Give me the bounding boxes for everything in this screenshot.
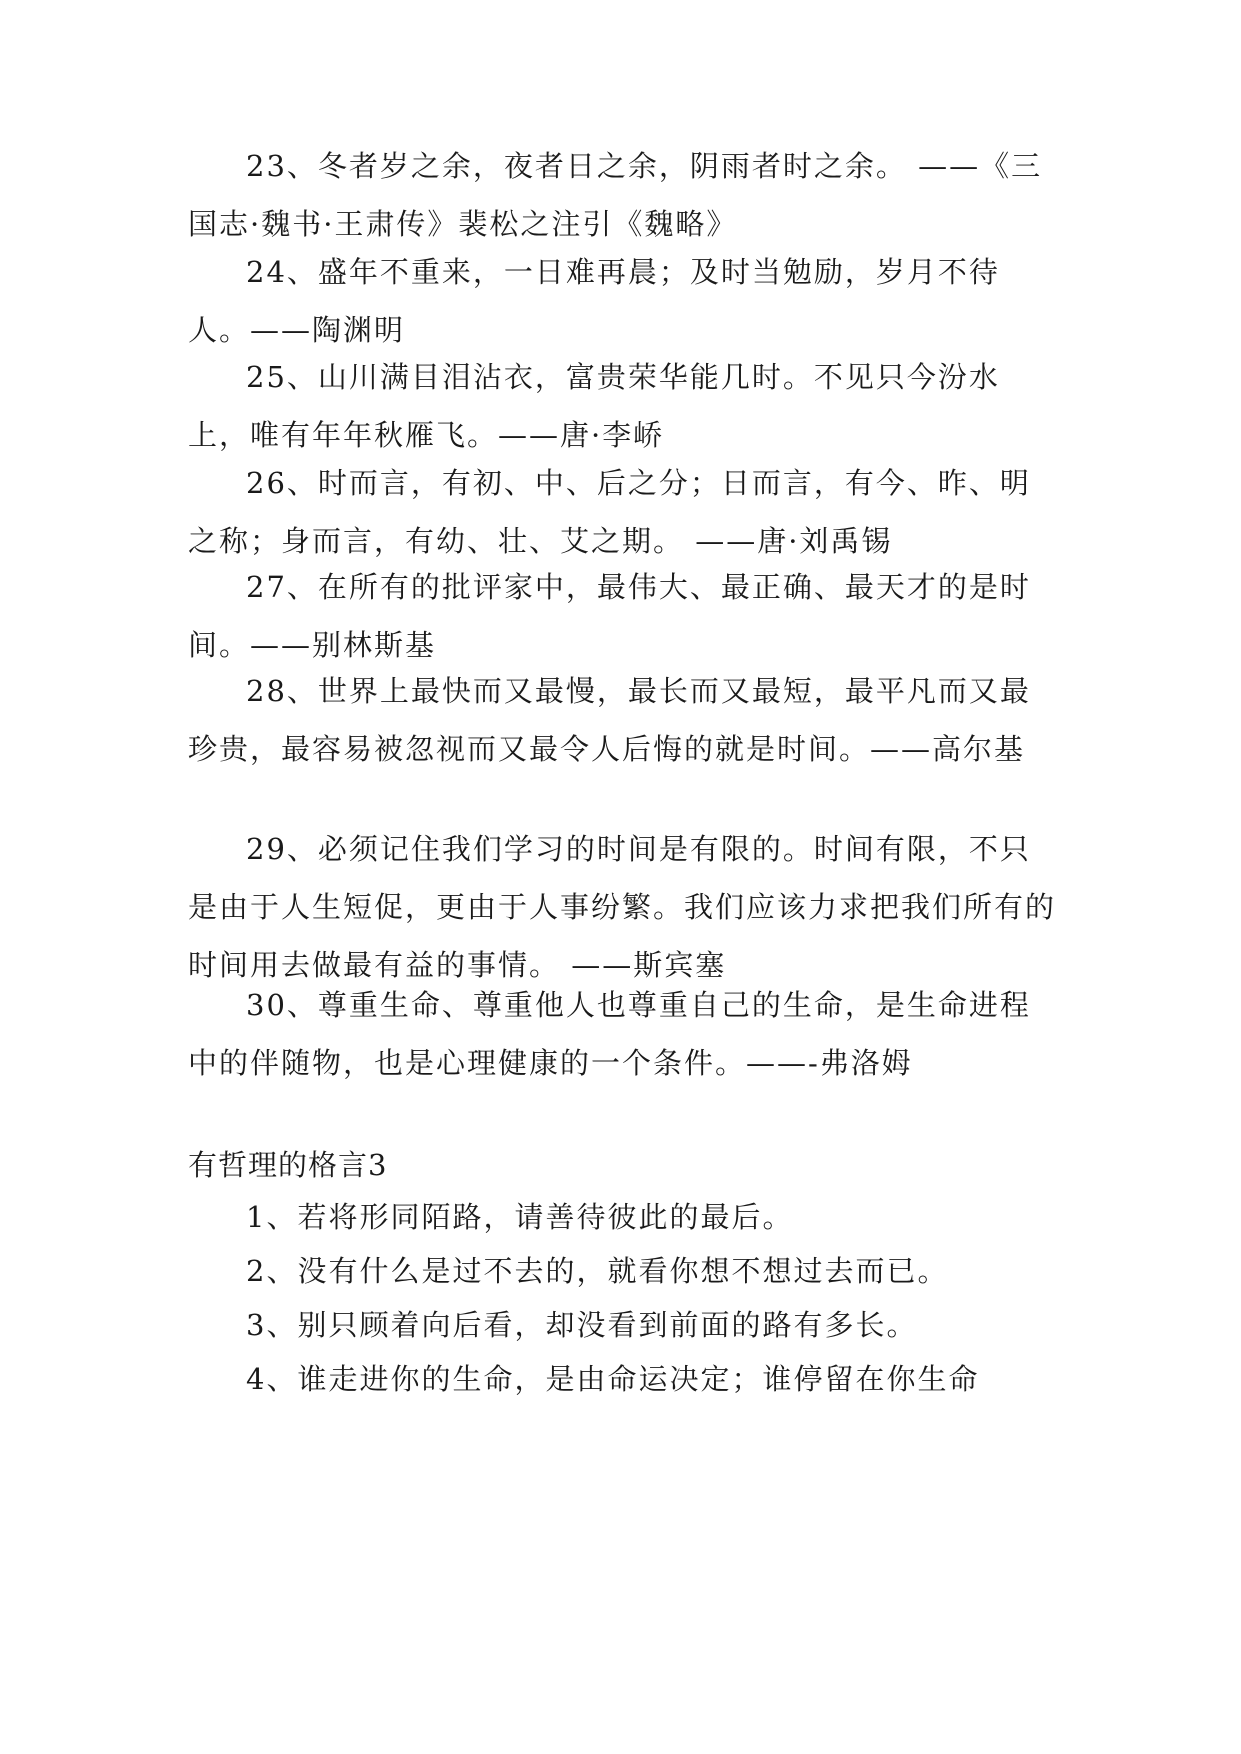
- quote-paragraph-27: 27、在所有的批评家中，最伟大、最正确、最天才的是时间。——别林斯基: [188, 570, 1031, 662]
- section-item-2: 2、没有什么是过不去的，就看你想不想过去而已。: [246, 1254, 949, 1288]
- quote-paragraph-28: 28、世界上最快而又最慢，最长而又最短，最平凡而又最珍贵，最容易被忽视而又最令人后悔的就是时间。——高尔基: [188, 674, 1031, 766]
- section-item-3: 3、别只顾着向后看，却没看到前面的路有多长。: [246, 1308, 918, 1342]
- quote-paragraph-29: 29、必须记住我们学习的时间是有限的。时间有限，不只是由于人生短促，更由于人事纷繁。我们应该力求把我们所有的时间用去做最有益的事情。 ——斯宾塞: [188, 832, 1057, 982]
- quote-paragraph-25: 25、山川满目泪沾衣，富贵荣华能几时。不见只今汾水上，唯有年年秋雁飞。——唐·李峤: [188, 360, 1000, 452]
- quote-paragraph-30: 30、尊重生命、尊重他人也尊重自己的生命，是生命进程中的伴随物，也是心理健康的一个条件。——-弗洛姆: [188, 988, 1031, 1080]
- quote-paragraph-26: 26、时而言，有初、中、后之分；日而言，有今、昨、明之称；身而言，有幼、壮、艾之期。 ——唐·刘禹锡: [188, 466, 1031, 558]
- quote-paragraph-24: 24、盛年不重来，一日难再晨；及时当勉励，岁月不待人。——陶渊明: [188, 255, 1000, 347]
- quote-paragraph-23: 23、冬者岁之余，夜者日之余，阴雨者时之余。 ——《三国志·魏书·王肃传》裴松之注引《魏略》: [188, 149, 1043, 241]
- section-item-1: 1、若将形同陌路，请善待彼此的最后。: [246, 1200, 794, 1234]
- section-item-4: 4、谁走进你的生命，是由命运决定；谁停留在你生命: [246, 1362, 980, 1396]
- section-heading: 有哲理的格言3: [188, 1148, 388, 1182]
